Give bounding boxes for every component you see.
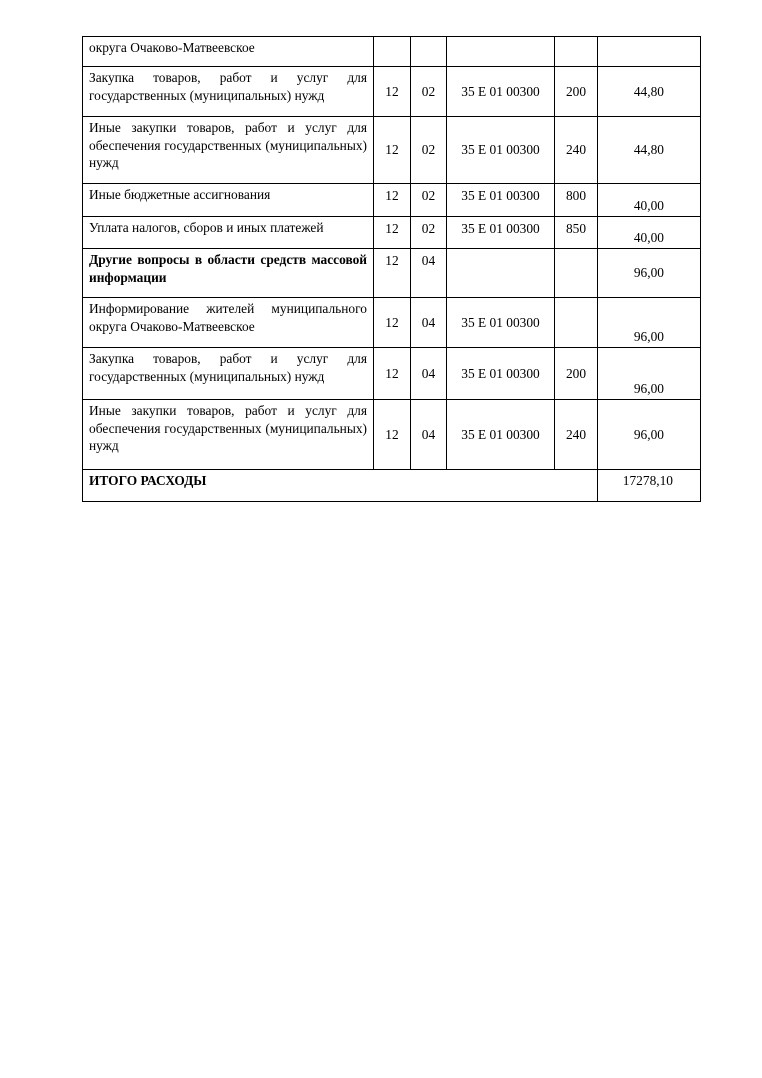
row-name: Иные закупки товаров, работ и услуг для обеспечения государственных (муниципальных) нужд <box>83 400 374 470</box>
row-subsection: 04 <box>411 249 447 298</box>
row-amount: 96,00 <box>598 348 701 400</box>
row-expense-type: 800 <box>555 184 598 217</box>
row-name: Закупка товаров, работ и услуг для государственных (муниципальных) нужд <box>83 67 374 117</box>
table-row <box>83 37 701 67</box>
row-subsection: 02 <box>411 117 447 184</box>
total-label: ИТОГО РАСХОДЫ <box>83 470 598 502</box>
row-subsection: 02 <box>411 67 447 117</box>
row-expense-type: 200 <box>555 348 598 400</box>
row-subsection: 02 <box>411 217 447 249</box>
row-section: 12 <box>374 348 411 400</box>
budget-table <box>82 36 701 502</box>
row-expense-type <box>555 298 598 348</box>
row-section: 12 <box>374 298 411 348</box>
total-amount: 17278,10 <box>598 470 701 502</box>
row-expense-type: 240 <box>555 400 598 470</box>
row-section: 12 <box>374 400 411 470</box>
row-expense-type: 240 <box>555 117 598 184</box>
row-target-code: 35 Е 01 00300 <box>447 298 555 348</box>
table-row <box>83 348 701 400</box>
row-name: Закупка товаров, работ и услуг для государственных (муниципальных) нужд <box>83 348 374 400</box>
table-row <box>83 298 701 348</box>
row-target-code: 35 Е 01 00300 <box>447 184 555 217</box>
row-name: Иные закупки товаров, работ и услуг для обеспечения государственных (муниципальных) нужд <box>83 117 374 184</box>
row-amount: 44,80 <box>598 117 701 184</box>
row-target-code: 35 Е 01 00300 <box>447 217 555 249</box>
row-section: 12 <box>374 117 411 184</box>
row-subsection <box>411 37 447 67</box>
row-amount: 96,00 <box>598 249 701 298</box>
row-amount: 40,00 <box>598 184 701 217</box>
row-amount: 40,00 <box>598 217 701 249</box>
table-row <box>83 184 701 217</box>
row-expense-type <box>555 37 598 67</box>
row-expense-type: 850 <box>555 217 598 249</box>
row-target-code: 35 Е 01 00300 <box>447 67 555 117</box>
row-name: округа Очаково-Матвеевское <box>83 37 374 67</box>
row-name: Информирование жителей муниципального округа Очаково-Матвеевское <box>83 298 374 348</box>
row-target-code: 35 Е 01 00300 <box>447 348 555 400</box>
row-amount: 44,80 <box>598 67 701 117</box>
table-row <box>83 249 701 298</box>
row-subsection: 04 <box>411 348 447 400</box>
total-row <box>83 470 701 502</box>
row-target-code: 35 Е 01 00300 <box>447 117 555 184</box>
row-section: 12 <box>374 249 411 298</box>
row-section: 12 <box>374 184 411 217</box>
table-row <box>83 217 701 249</box>
row-section <box>374 37 411 67</box>
row-subsection: 04 <box>411 400 447 470</box>
table-row <box>83 117 701 184</box>
row-amount: 96,00 <box>598 400 701 470</box>
row-amount: 96,00 <box>598 298 701 348</box>
table-row <box>83 67 701 117</box>
row-subsection: 04 <box>411 298 447 348</box>
row-section: 12 <box>374 67 411 117</box>
row-name: Уплата налогов, сборов и иных платежей <box>83 217 374 249</box>
table-row <box>83 400 701 470</box>
row-amount <box>598 37 701 67</box>
row-expense-type <box>555 249 598 298</box>
row-target-code: 35 Е 01 00300 <box>447 400 555 470</box>
row-subsection: 02 <box>411 184 447 217</box>
row-name: Иные бюджетные ассигнования <box>83 184 374 217</box>
row-expense-type: 200 <box>555 67 598 117</box>
row-name: Другие вопросы в области средств массовой информации <box>83 249 374 298</box>
row-section: 12 <box>374 217 411 249</box>
row-target-code <box>447 37 555 67</box>
row-target-code <box>447 249 555 298</box>
